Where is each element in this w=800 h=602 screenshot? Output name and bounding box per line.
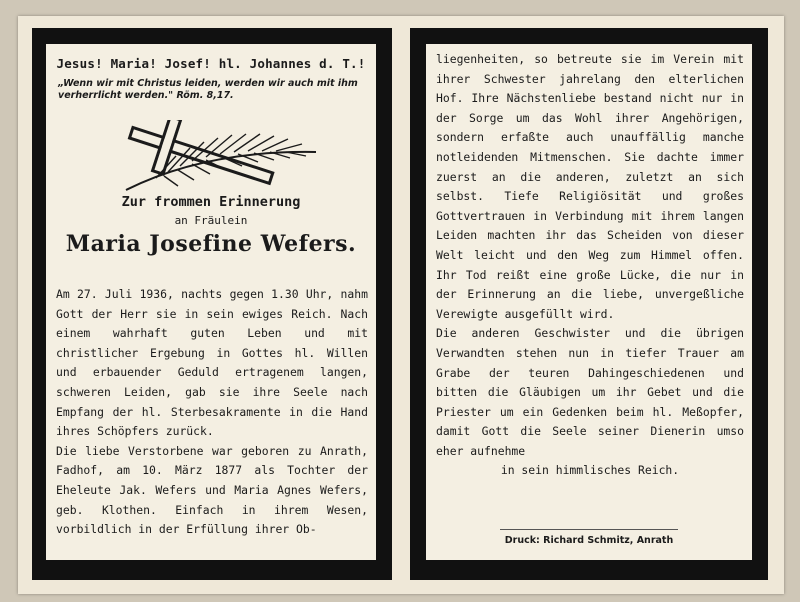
right-body-text bbox=[436, 50, 744, 481]
invocation: Jesus! Maria! Josef! hl. Johannes d. T.! bbox=[56, 56, 366, 71]
bible-quote bbox=[46, 78, 376, 102]
quote-reference: Röm. 8,17. bbox=[176, 90, 234, 101]
printer-credit: Druck: Richard Schmitz, Anrath bbox=[504, 535, 674, 546]
paragraph: Die anderen Geschwister und die übrigen Verwandten stehen nun in tiefer Trauer am Grabe der teuren Dahingeschiedenen und bitten die Gläubigen um ihr Gebet und die Priester um ein Gedenken beim hl. Meßopfer, damit Gott die Seele seiner Dienerin umso eher aufnehme bbox=[436, 326, 744, 458]
left-panel bbox=[32, 28, 392, 580]
paragraph: liegenheiten, so betreute sie im Verein mit ihrer Schwester jahrelang den elterlichen Hof. Ihre Nächstenliebe bestand nicht nur in der Sorge um das Wohl ihrer Angehörigen, sondern erfaßte auch unauffällig manche notleidenden Mitmenschen. Sie dachte immer zuerst an die anderen, zuletzt an sich selbst. Tiefe Religiösität und großes Gottvertrauen in Verbindung mit ihrem langen Leiden machten ihr das Scheiden von dieser Welt leicht und den Weg zum Himmel offen. Ihr Tod reißt eine große Lücke, die nur in der Erinnerung an die liebe, unvergeßliche Verewigte ausgefüllt wird. bbox=[436, 52, 744, 321]
quote-text: „Wenn wir mit Christus leiden, werden wir auch mit ihm verherrlicht werden." bbox=[58, 78, 358, 101]
divider bbox=[500, 529, 678, 530]
memory-line: Zur frommen Erinnerung bbox=[121, 194, 301, 210]
memorial-card bbox=[18, 16, 784, 594]
left-body-text bbox=[56, 285, 368, 540]
memorial-heading bbox=[46, 194, 376, 257]
right-panel-content bbox=[426, 44, 752, 560]
cross-with-palm-branch-icon bbox=[116, 120, 326, 198]
deceased-name: Maria Josefine Wefers. bbox=[65, 231, 357, 257]
paragraph: Die liebe Verstorbene war geboren zu Anrath, Fadhof, am 10. März 1877 als Tochter der Eheleute Jak. Wefers und Maria Agnes Wefers, geb. Klothen. Einfach in ihrem Wesen, vorbildlich in der Erfüllung ihrer Ob- bbox=[56, 443, 368, 537]
paragraph: Am 27. Juli 1936, nachts gegen 1.30 Uhr, nahm Gott der Herr sie in sein ewiges Reich. Nach einem wahrhaft guten Leben und mit christlicher Ergebung in Gottes hl. Willen und erbauender Geduld ertragenem langen, schweren Leiden, gab sie ihre Seele nach Empfang der hl. Sterbesakramente in die Hand ihres Schöpfers zurück. bbox=[56, 287, 368, 439]
closing-line: in sein himmlisches Reich. bbox=[500, 463, 680, 478]
right-panel bbox=[410, 28, 768, 580]
salutation-line: an Fräulein bbox=[174, 214, 248, 227]
left-panel-content bbox=[46, 44, 376, 560]
